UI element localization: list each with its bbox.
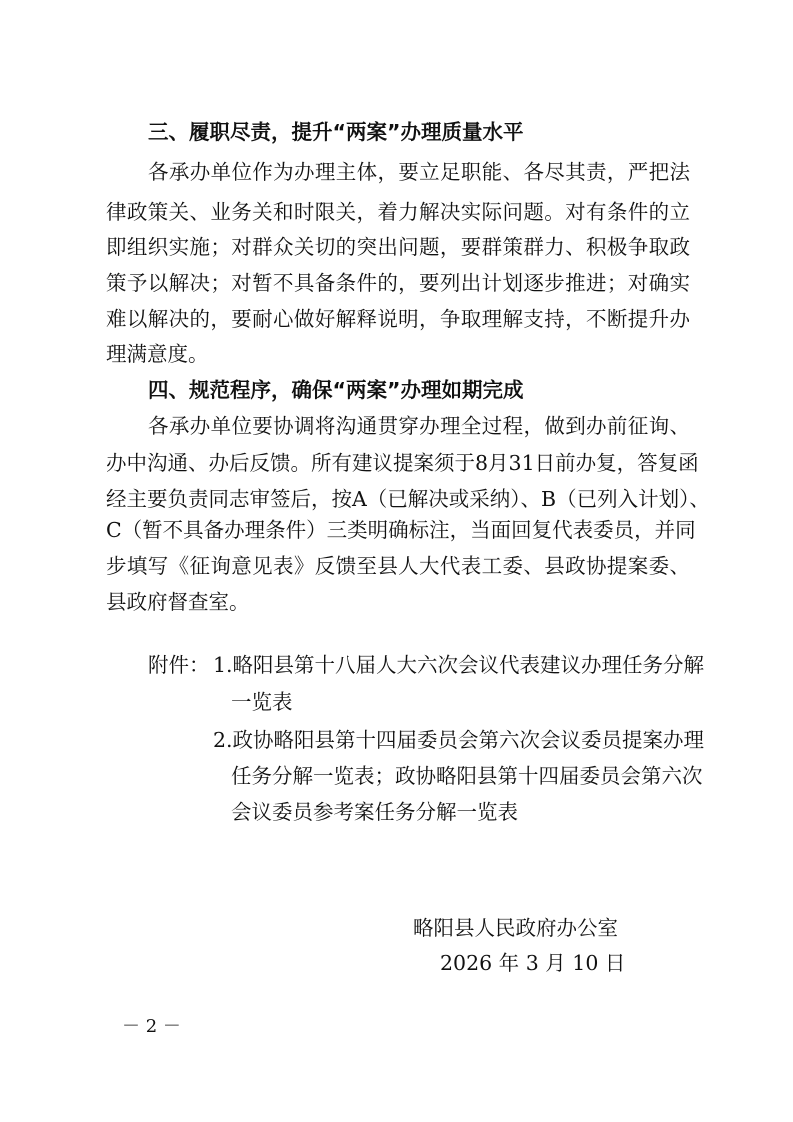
paragraph-line: 律政策关、业务关和时限关，着力解决实际问题。对有条件的立 xyxy=(106,200,690,224)
paragraph-line: 步填写《征询意见表》反馈至县人大代表工委、县政协提案委、 xyxy=(106,554,690,578)
paragraph-line: 理满意度。 xyxy=(106,342,209,366)
attachment-item: 会议委员参考案任务分解一览表 xyxy=(231,800,518,824)
paragraph-line: 策予以解决；对暂不具备条件的，要列出计划逐步推进；对确实 xyxy=(106,271,690,295)
paragraph-line: 办中沟通、办后反馈。所有建议提案须于8月31日前办复，答复函 xyxy=(106,451,699,475)
section3-heading: 三、履职尽责，提升“两案”办理质量水平 xyxy=(148,120,524,144)
paragraph-line: C（暂不具备办理条件）三类明确标注，当面回复代表委员，并同 xyxy=(106,518,696,542)
paragraph-line: 难以解决的，要耐心做好解释说明，争取理解支持，不断提升办 xyxy=(106,307,690,331)
paragraph-line: 即组织实施；对群众关切的突出问题，要群策群力、积极争取政 xyxy=(106,235,690,259)
page-number: － 2 － xyxy=(122,1016,181,1037)
attachment-item: 2.政协略阳县第十四届委员会第六次会议委员提案办理 xyxy=(213,728,705,752)
paragraph-line: 各承办单位要协调将沟通贯穿办理全过程，做到办前征询、 xyxy=(148,414,690,438)
paragraph-line: 县政府督查室。 xyxy=(106,590,250,614)
signature-org: 略阳县人民政府办公室 xyxy=(413,916,618,940)
paragraph-line: 经主要负责同志审签后，按A（已解决或采纳）、B（已列入计划）、 xyxy=(106,487,710,511)
section4-heading: 四、规范程序，确保“两案”办理如期完成 xyxy=(148,378,524,402)
signature-date: 2026 年 3 月 10 日 xyxy=(440,951,626,975)
attachment-item: 任务分解一览表；政协略阳县第十四届委员会第六次 xyxy=(231,764,703,788)
attachments-label: 附件： xyxy=(148,653,210,677)
attachment-item: 一览表 xyxy=(231,690,293,714)
paragraph-line: 各承办单位作为办理主体，要立足职能、各尽其责，严把法 xyxy=(148,160,690,184)
attachment-item: 1.略阳县第十八届人大六次会议代表建议办理任务分解 xyxy=(213,653,705,677)
